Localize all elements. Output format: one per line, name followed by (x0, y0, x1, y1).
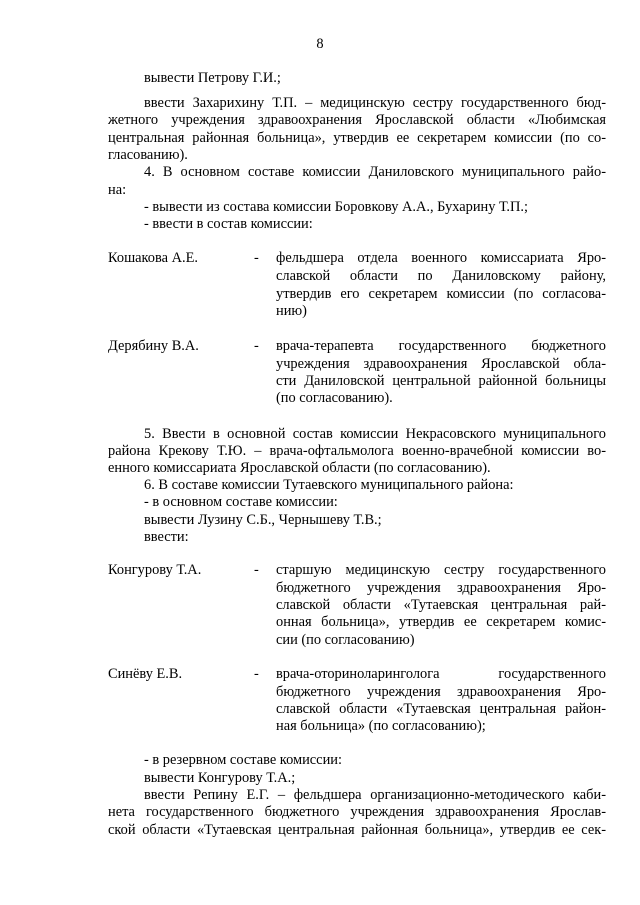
paragraph-line: 5. Ввести в основной состав комиссии Некрасовского муниципального (144, 426, 606, 442)
person-name: Синёву Е.В. (108, 666, 183, 682)
entry-line: славской области по Даниловскому району, (276, 268, 606, 284)
entry-line: сти Даниловской центральной районной больницы (276, 373, 606, 389)
entry-line: сии (по согласованию) (276, 632, 415, 648)
entry-dash: - (254, 666, 259, 682)
entry-line: фельдшера отдела военного комиссариата Яро- (276, 250, 606, 266)
paragraph-line: - в резервном составе комиссии: (144, 752, 342, 768)
entry-line: нию) (276, 303, 307, 319)
entry-line: бюджетного учреждения здравоохранения Яро- (276, 684, 606, 700)
paragraph-line: центральная районная больница», утвердив ее секретарем комиссии (по со- (108, 130, 606, 146)
paragraph-line: - вывести из состава комиссии Боровкову А.А., Бухарину Т.П.; (144, 199, 528, 215)
paragraph-line: ввести: (144, 529, 189, 545)
entry-line: славской области «Тутаевская центральная район- (276, 701, 606, 717)
paragraph-line: вывести Конгурову Т.А.; (144, 770, 296, 786)
paragraph-line: нета государственного бюджетного учреждения здравоохранения Ярослав- (108, 804, 606, 820)
paragraph-line: района Крекову Т.Ю. – врача-офтальмолога военно-врачебной комиссии во- (108, 443, 606, 459)
paragraph-line: ввести Репину Е.Г. – фельдшера организационно-методического каби- (144, 787, 606, 803)
paragraph-line: ввести Захарихину Т.П. – медицинскую сестру государственного бюд- (144, 95, 606, 111)
entry-dash: - (254, 562, 259, 578)
paragraph-line: вывести Петрову Г.И.; (144, 70, 281, 86)
person-name: Конгурову Т.А. (108, 562, 202, 578)
paragraph-line: 4. В основном составе комиссии Даниловского муниципального райо- (144, 164, 606, 180)
paragraph-line: жетного учреждения здравоохранения Ярославской области «Любимская (108, 112, 606, 128)
entry-line: бюджетного учреждения здравоохранения Яро- (276, 580, 606, 596)
entry-line: ная больница» (по согласованию); (276, 718, 486, 734)
entry-dash: - (254, 338, 259, 354)
paragraph-line: вывести Лузину С.Б., Чернышеву Т.В.; (144, 512, 382, 528)
entry-line: старшую медицинскую сестру государственного (276, 562, 606, 578)
entry-line: славской области «Тутаевская центральная рай- (276, 597, 606, 613)
entry-line: учреждения здравоохранения Ярославской обла- (276, 356, 606, 372)
paragraph-line: енного комиссариата Ярославской области (по согласованию). (108, 460, 491, 476)
paragraph-line: - ввести в состав комиссии: (144, 216, 313, 232)
paragraph-line: ской области «Тутаевская центральная районная больница», утвердив ее сек- (108, 822, 606, 838)
paragraph-line: на: (108, 182, 127, 198)
paragraph-line: 6. В составе комиссии Тутаевского муниципального района: (144, 477, 514, 493)
entry-line: онная больница», утвердив ее секретарем комис- (276, 614, 606, 630)
person-name: Кошакова А.Е. (108, 250, 198, 266)
entry-line: утвердив его секретарем комиссии (по согласова- (276, 286, 606, 302)
paragraph-line: - в основном составе комиссии: (144, 494, 338, 510)
paragraph-line: гласованию). (108, 147, 188, 163)
entry-line: врача-терапевта государственного бюджетного (276, 338, 606, 354)
entry-line: врача-оториноларинголога государственного (276, 666, 606, 682)
person-name: Дерябину В.А. (108, 338, 199, 354)
page-number: 8 (316, 36, 324, 52)
entry-dash: - (254, 250, 259, 266)
entry-line: (по согласованию). (276, 390, 393, 406)
